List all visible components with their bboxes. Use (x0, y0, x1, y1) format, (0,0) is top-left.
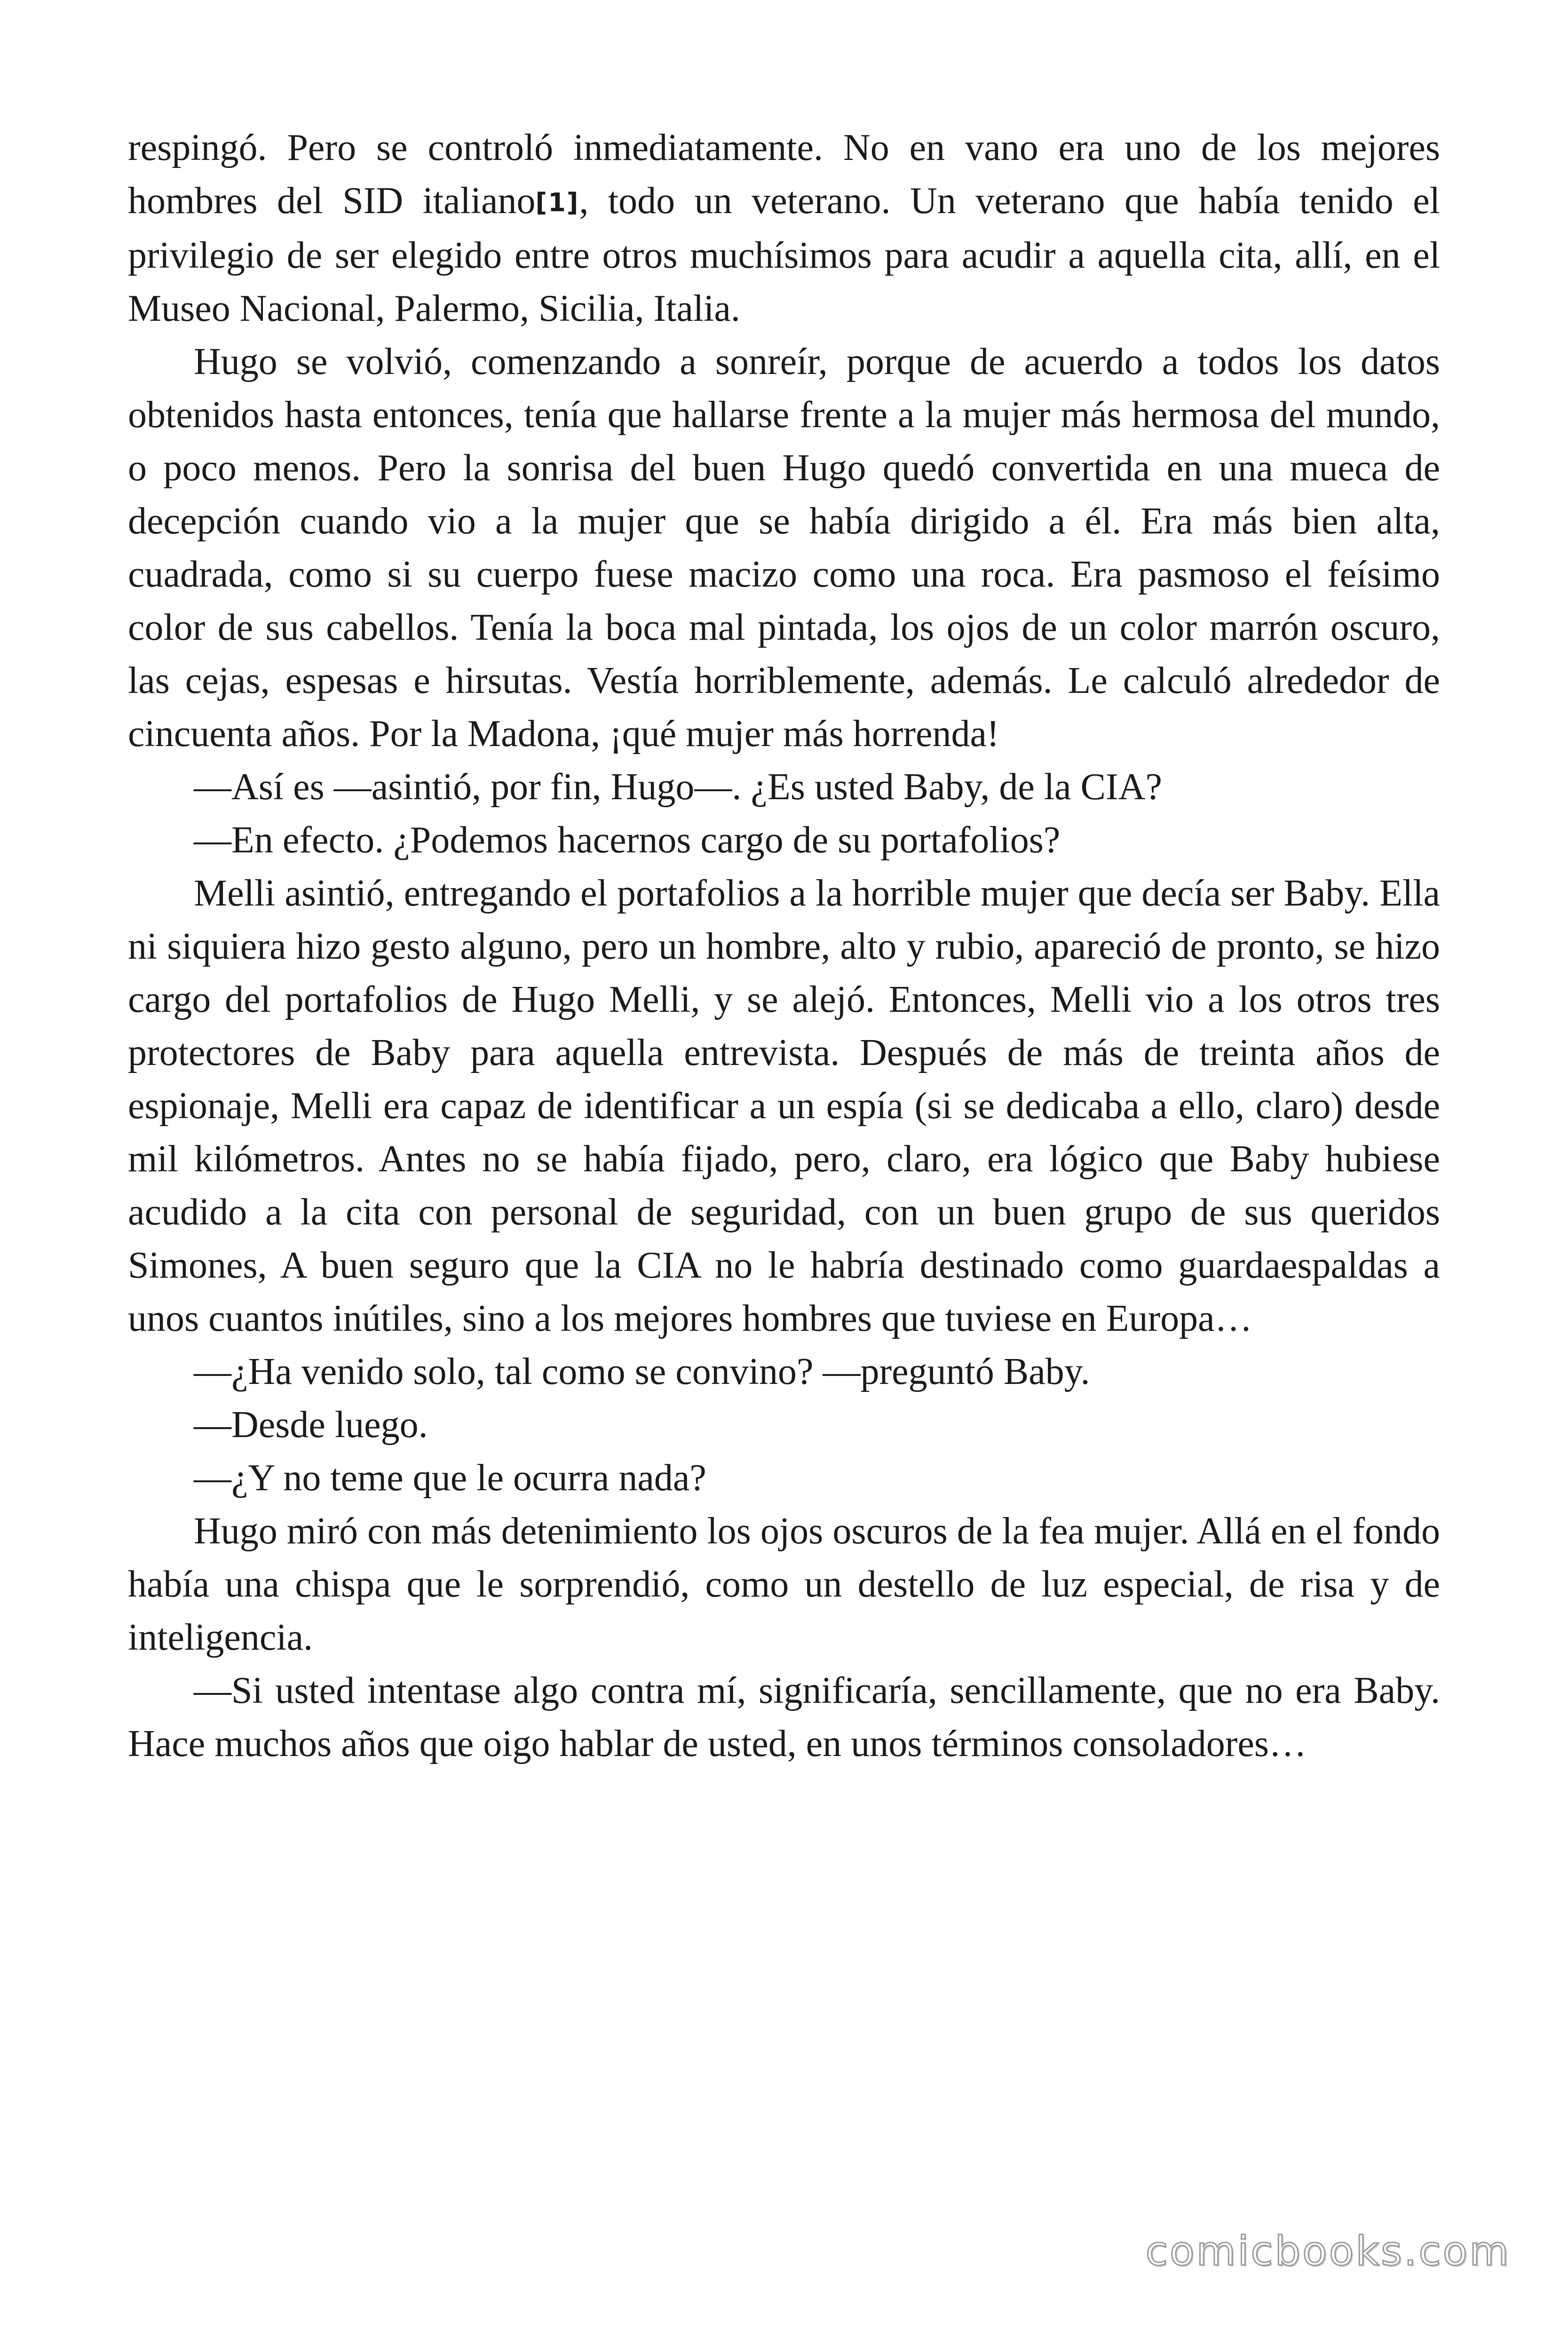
dialogue-line-3: —¿Ha venido solo, tal como se convino? —preguntó Baby. (194, 1351, 1090, 1392)
dialogue-line-4: —Desde luego. (194, 1404, 428, 1446)
watermark-logo: comicbooks.com (1145, 2228, 1511, 2275)
dialogue-line-2: —En efecto. ¿Podemos hacernos cargo de su portafolios? (194, 819, 1061, 861)
dialogue-line-5: —¿Y no teme que le ocurra nada? (194, 1457, 706, 1499)
paragraph-1-text-start: respingó. Pero se controló inmediatamente. No en vano era uno de los mejores hombres del SID italiano (128, 127, 1440, 222)
body-text (128, 121, 1440, 1771)
footnote-reference-link[interactable]: [1] (535, 188, 579, 217)
paragraph-1 (128, 121, 1440, 335)
dialogue-line-6: —Si usted intentase algo contra mí, significaría, sencillamente, que no era Baby. Hace muchos años que oigo hablar de usted, en unos términos consoladores… (128, 1670, 1440, 1764)
paragraph-3: Melli asintió, entregando el portafolios a la horrible mujer que decía ser Baby. Ella ni siquiera hizo gesto alguno, pero un hombre, alto y rubio, apareció de pronto, se hizo cargo del portafolios de Hugo Melli, y se alejó. Entonces, Melli vio a los otros tres protectores de Baby para aquella entrevista. Después de más de treinta años de espionaje, Melli era capaz de identificar a un espía (si se dedicaba a ello, claro) desde mil kilómetros. Antes no se había fijado, pero, claro, era lógico que Baby hubiese acudido a la cita con personal de seguridad, con un buen grupo de sus queridos Simones, A buen seguro que la CIA no le habría destinado como guardaespaldas a unos cuantos inútiles, sino a los mejores hombres que tuviese en Europa… (128, 873, 1440, 1339)
dialogue-line-1: —Así es —asintió, por fin, Hugo—. ¿Es usted Baby, de la CIA? (194, 766, 1162, 808)
paragraph-1-text-end: , todo un veterano. Un veterano que había tenido el privilegio de ser elegido entre otros muchísimos para acudir a aquella cita, allí, en el Museo Nacional, Palermo, Sicilia, Italia. (128, 180, 1440, 329)
paragraph-2: Hugo se volvió, comenzando a sonreír, porque de acuerdo a todos los datos obtenidos hasta entonces, tenía que hallarse frente a la mujer más hermosa del mundo, o poco menos. Pero la sonrisa del buen Hugo quedó convertida en una mueca de decepción cuando vio a la mujer que se había dirigido a él. Era más bien alta, cuadrada, como si su cuerpo fuese macizo como una roca. Era pasmoso el feísimo color de sus cabellos. Tenía la boca mal pintada, los ojos de un color marrón oscuro, las cejas, espesas e hirsutas. Vestía horriblemente, además. Le calculó alrededor de cincuenta años. Por la Madona, ¡qué mujer más horrenda! (128, 341, 1440, 755)
paragraph-4: Hugo miró con más detenimiento los ojos oscuros de la fea mujer. Allá en el fondo había una chispa que le sorprendió, como un destello de luz especial, de risa y de inteligencia. (128, 1510, 1440, 1658)
